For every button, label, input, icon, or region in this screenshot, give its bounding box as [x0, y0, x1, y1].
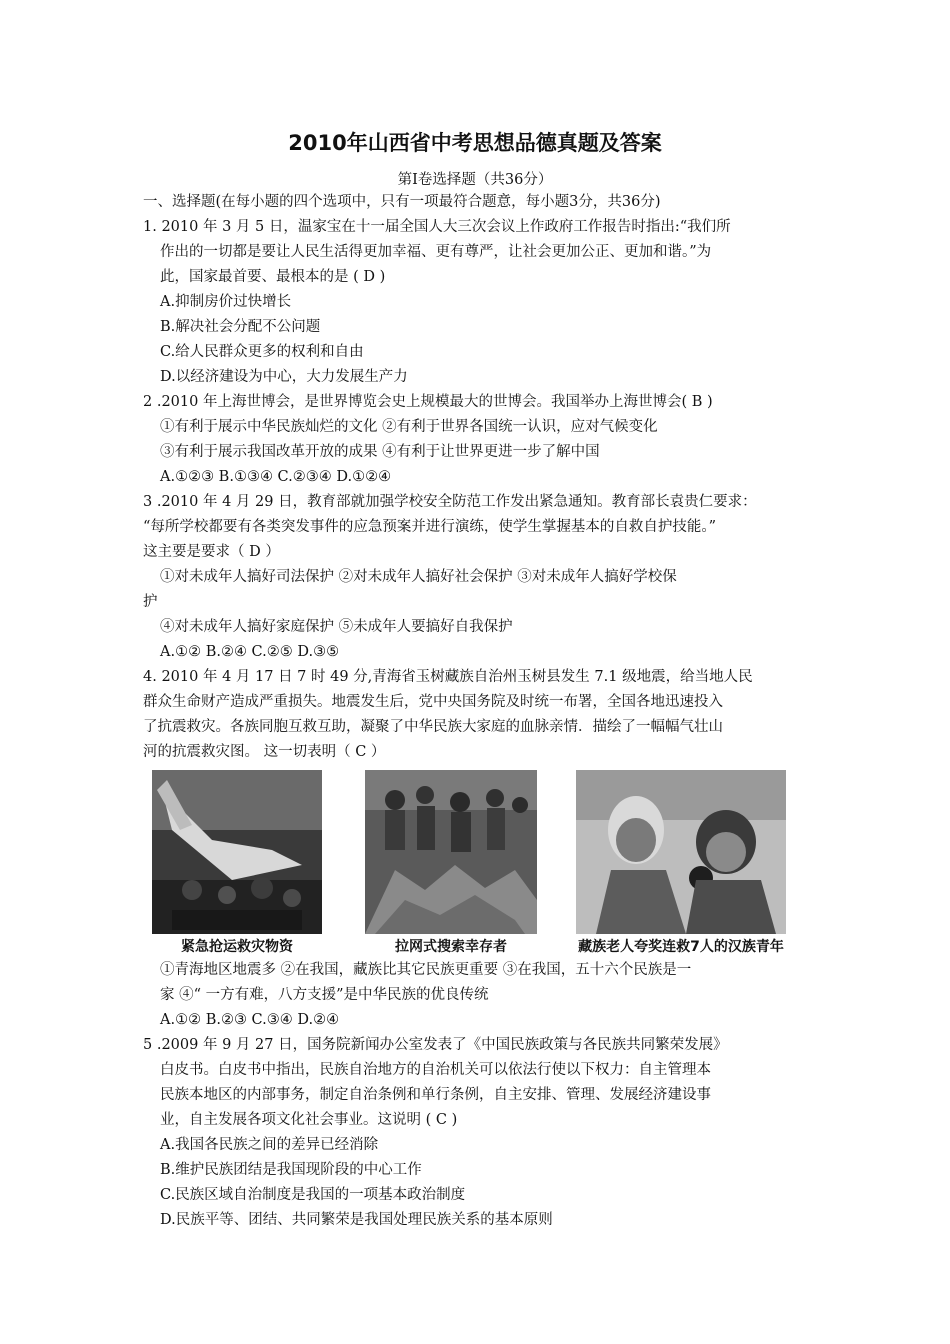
q3-statements-1: ①对未成年人搞好司法保护 ②对未成年人搞好社会保护 ③对未成年人搞好学校保	[160, 569, 677, 585]
q4-stem-line1: 4. 2010 年 4 月 17 日 7 时 49 分,青海省玉树藏族自治州玉树县发生 7.1 级地震，给当地人民	[143, 669, 753, 685]
q5-stem-line2: 白皮书。白皮书中指出，民族自治地方的自治机关可以依法行使以下权力：自主管理本	[160, 1062, 711, 1078]
q5-stem-line3: 民族本地区的内部事务，制定自治条例和单行条例，自主安排、管理、发展经济建设事	[160, 1087, 711, 1103]
q1-stem-line3: 此，国家最首要、最根本的是 ( D )	[160, 269, 386, 285]
photo-search-survivors	[365, 770, 537, 958]
q3-options: A.①② B.②④ C.②⑤ D.③⑤	[160, 644, 340, 660]
q2-stem: 2 .2010 年上海世博会，是世界博览会史上规模最大的世博会。我国举办上海世博会( B )	[143, 394, 713, 410]
q3-statements-2: ④对未成年人搞好家庭保护 ⑤未成年人要搞好自我保护	[160, 619, 513, 635]
q5-option-c: C.民族区域自治制度是我国的一项基本政治制度	[160, 1187, 466, 1203]
q4-statements-2: 家 ④“ 一方有难，八方支援”是中华民族的优良传统	[160, 987, 489, 1003]
q3-stem-line2: “每所学校都要有各类突发事件的应急预案并进行演练，使学生掌握基本的自救自护技能。”	[143, 519, 717, 535]
q1-stem-line2: 作出的一切都是要让人民生活得更加幸福、更有尊严，让社会更加公正、更加和谐。”为	[160, 244, 712, 260]
q5-option-a: A.我国各民族之间的差异已经消除	[160, 1137, 379, 1153]
q4-stem-line4: 河的抗震救灾图。 这一切表明（ C ）	[143, 744, 386, 760]
q2-options: A.①②③ B.①③④ C.②③④ D.①②④	[160, 469, 392, 485]
search-rubble-image	[365, 770, 537, 934]
q4-stem-line3: 了抗震救灾。各族同胞互救互助，凝聚了中华民族大家庭的血脉亲情．描绘了一幅幅气壮山	[143, 719, 723, 735]
photo-caption-3: 藏族老人夸奖连救7人的汉族青年	[578, 939, 784, 955]
photo-caption-2: 拉网式搜索幸存者	[395, 939, 507, 955]
q4-statements-1: ①青海地区地震多 ②在我国，藏族比其它民族更重要 ③在我国，五十六个民族是一	[160, 962, 692, 978]
page-title: 2010年山西省中考思想品德真题及答案	[288, 131, 662, 155]
q5-stem-line4: 业，自主发展各项文化社会事业。这说明 ( C )	[160, 1112, 458, 1128]
photo-caption-1: 紧急抢运救灾物资	[181, 939, 293, 955]
q1-option-d: D.以经济建设为中心，大力发展生产力	[160, 369, 408, 385]
photo-tibetan-elder	[572, 770, 790, 958]
q3-stem-line3: 这主要是要求（ D ）	[143, 544, 280, 560]
q2-statements-2: ③有利于展示我国改革开放的成果 ④有利于让世界更进一步了解中国	[160, 444, 600, 460]
q3-stem-line1: 3 .2010 年 4 月 29 日，教育部就加强学校安全防范工作发出紧急通知。教育部长袁贵仁要求：	[143, 494, 757, 510]
q1-option-c: C.给人民群众更多的权利和自由	[160, 344, 364, 360]
airplane-unloading-image	[152, 770, 322, 934]
q5-option-d: D.民族平等、团结、共同繁荣是我国处理民族关系的基本原则	[160, 1212, 553, 1228]
q2-statements-1: ①有利于展示中华民族灿烂的文化 ②有利于世界各国统一认识，应对气候变化	[160, 419, 658, 435]
q1-option-b: B.解决社会分配不公问题	[160, 319, 321, 335]
q4-options: A.①② B.②③ C.③④ D.②④	[160, 1012, 340, 1028]
section-subtitle: 第Ⅰ卷选择题（共36分）	[397, 172, 553, 188]
photo-relief-supplies	[152, 770, 322, 958]
q1-stem-line1: 1. 2010 年 3 月 5 日，温家宝在十一届全国人大三次会议上作政府工作报告时指出:“我们所	[143, 219, 731, 235]
q4-photo-strip	[147, 770, 790, 958]
q1-option-a: A.抑制房价过快增长	[160, 294, 292, 310]
section-instructions: 一、选择题(在每小题的四个选项中，只有一项最符合题意，每小题3分，共36分)	[143, 194, 661, 210]
elder-praising-youth-image	[576, 770, 786, 934]
q5-option-b: B.维护民族团结是我国现阶段的中心工作	[160, 1162, 422, 1178]
q5-stem-line1: 5 .2009 年 9 月 27 日，国务院新闻办公室发表了《中国民族政策与各民族共同繁荣发展》	[143, 1037, 728, 1053]
q4-stem-line2: 群众生命财产造成严重损失。地震发生后，党中央国务院及时统一布署，全国各地迅速投入	[143, 694, 723, 710]
q3-statements-1-cont: 护	[143, 594, 158, 610]
